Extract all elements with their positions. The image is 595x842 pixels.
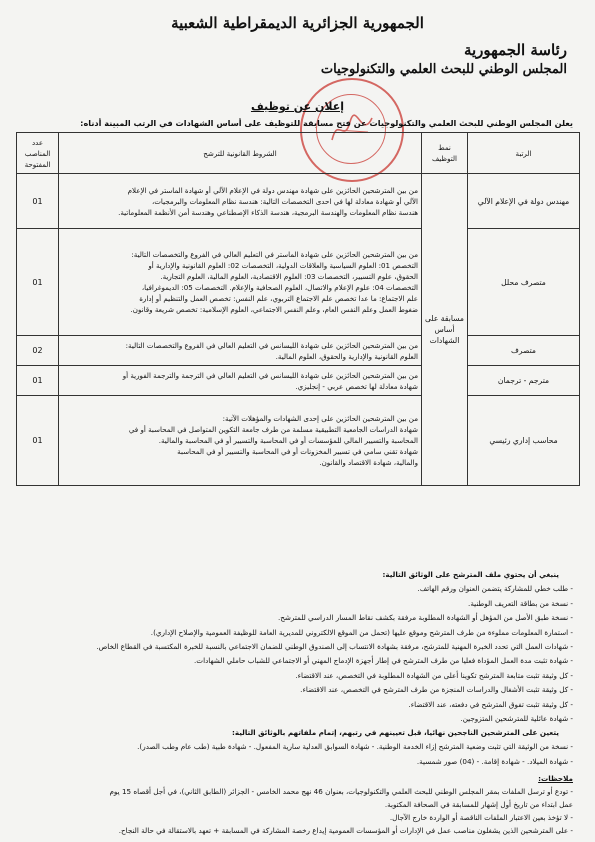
list-item: - نسخة من الوثيقة التي تثبت وضعية المترشح إزاء الخدمة الوطنية. - شهادة السوابق العدلية سارية المفعول. - شهادة طبية (طب عام وطب الصدر). (137, 742, 573, 752)
list-item: - نسخة من بطاقة التعريف الوطنية. (468, 598, 573, 608)
list-item: - طلب خطي للمشاركة يتضمن العنوان ورقم الهاتف. (417, 584, 573, 594)
council-label: المجلس الوطني للبحث العلمي والتكنولوجيات (320, 62, 567, 77)
republic-title: الجمهورية الجزائرية الديمقراطية الشعبية (171, 14, 424, 32)
rank-cell: متصرف (468, 336, 580, 366)
table-row (17, 336, 580, 366)
list-item: - شهادة عائلية للمترشحين المتزوجين. (460, 714, 573, 724)
file-requirements-heading: ينبغي أن يحتوي ملف المترشح على الوثائق التالية: (382, 570, 559, 579)
notes (16, 772, 573, 837)
positions-table (16, 132, 580, 486)
table-row (17, 174, 580, 229)
table-row (17, 366, 580, 396)
conditions-cell: من بين المترشحين الحائزين على إحدى الشهادات والمؤهلات الآتية: شهادة الدراسات الجامعية التطبيقية مسلمة من طرف جامعة التكوين المتواصل في المحاسبة أو في المحاسبة والتسيير المالي للمؤسسات أو في المحاسبة والتسيير أو في المحاسبة والمالية. شهادة تقني سامي في تسيير المخزونات أو في المحاسبة والتسيير أو في المحاسبة والمالية، شهادة الاقتصاد والقانون. (59, 396, 422, 486)
rank-cell: مترجم - ترجمان (468, 366, 580, 396)
rank-cell: مهندس دولة في الإعلام الآلي (468, 174, 580, 229)
count-cell: 02 (17, 336, 59, 366)
header-count: عدد المناصب المفتوحة (17, 133, 59, 174)
presidency-label: رئاسة الجمهورية (463, 41, 567, 59)
list-item: - كل وثيقة تثبت الأشغال والدراسات المنجزة من طرف المترشح في التخصص، عند الاقتضاء. (300, 685, 573, 695)
finalists-heading: يتعين على المترشحين الناجحين نهائيا، قبل تعيينهم في رتبهم، إتمام ملفاتهم بالوثائق التالية: (231, 728, 559, 737)
list-item: - على المترشحين الذين يشغلون مناصب عمل في الإدارات أو المؤسسات العمومية إيداع رخصة المشاركة في المسابقة + تعهد بالاستقالة في حالة النجاح. (118, 826, 573, 835)
announcement-intro: يعلن المجلس الوطني للبحث العلمي والتكنولوجيات عن فتح مسابقة للتوظيف على أساس الشهادات في الرتب المبينة أدناه: (80, 118, 573, 128)
list-item: - لا تؤخذ بعين الاعتبار الملفات الناقصة أو الواردة خارج الآجال. (389, 813, 573, 822)
issuing-authority (321, 40, 567, 80)
list-item: - شهادات العمل التي تحدد الخبرة المهنية للمترشح، مرفقة بشهادة الانتساب إلى الصندوق الوطني للضمان الاجتماعي بالنسبة للخبرة المكتسبة في القطاع الخاص. (96, 642, 573, 652)
list-item: - شهادة الميلاد. - شهادة إقامة. - (04) صور شمسية. (416, 756, 573, 766)
list-item: - شهادة تثبت مدة العمل المؤداة فعليا من طرف المترشح في إطار أجهزة الإدماج المهني أو الاجتماعي للشباب حاملي الشهادات. (194, 656, 573, 666)
finalists-requirements (16, 726, 573, 769)
list-item: - نسخة طبق الأصل من المؤهل أو الشهادة المطلوبة مرفقة بكشف نقاط المسار الدراسي للمترشح. (277, 613, 573, 623)
header-conditions: الشروط القانونية للترشح (59, 133, 422, 174)
header-mode: نمط التوظيف (422, 133, 468, 174)
rank-cell: متصرف محلل (468, 229, 580, 336)
table-row (17, 229, 580, 336)
announcement-title: إعلان عن توظيف (250, 100, 345, 113)
conditions-cell: من بين المترشحين الحائزين على شهادة مهندس دولة في الإعلام الآلي أو شهادة الماستر في الإعلام الآلي أو شهادة معادلة لها في احدى التخصصات التالية: هندسة نظام المعلومات والبرمجيات، هندسة نظام المعلومات والهندسة البرمجية، هندسة الذكاء الإصطناعي وهندسة أمن الأنظمة المعلوماتية. (59, 174, 422, 229)
notes-title: ملاحظات: (538, 774, 573, 783)
table-header-row (17, 133, 580, 174)
conditions-cell: من بين المترشحين الحائزين على شهادة الماستر في التعليم العالي في الفروع والتخصصات التالية: التخصص 01: العلوم السياسية والعلاقات الدولية، التخصصات 02: العلوم القانونية والإدارية أو الحقوق، علوم التسيير، التخصصات 03: العلوم الاقتصادية، العلوم المالية، العلوم التجارية. التخصصات 04: علوم الإعلام والاتصال، العلوم الصحافية والإعلام. التخصصات 05: الديموغرافيا، علم الاجتماع: ما عدا تخصص علم الاجتماع التربوي، علم النفس: تخصص العمل والتنظيم أو إدارة ضغوط العمل وعلم النفس العام، وعلم النفس الاجتماعي، العلوم الإسلامية: تخصص شريعة وقانون. (59, 229, 422, 336)
count-cell: 01 (17, 396, 59, 486)
header-rank: الرتبة (468, 133, 580, 174)
conditions-cell: من بين المترشحين الحائزين على شهادة الليسانس في التعليم العالي في الترجمة والترجمة الفورية أو شهادة معادلة لها تخصص عربي - إنجليزي. (59, 366, 422, 396)
count-cell: 01 (17, 366, 59, 396)
list-item: عمل ابتداء من تاريخ أول إشهار للمسابقة في الصحافة المكتوبة. (384, 800, 573, 809)
rank-cell: محاسب إداري رئيسي (468, 396, 580, 486)
count-cell: 01 (17, 229, 59, 336)
count-cell: 01 (17, 174, 59, 229)
file-requirements (16, 568, 573, 726)
recruitment-mode-cell: مسابقة على أساس الشهادات (422, 174, 468, 486)
list-item: - تودع أو ترسل الملفات بمقر المجلس الوطني للبحث العلمي والتكنولوجيات، بعنوان 46 نهج محمد الخامس - الجزائر (الطابق الثاني)، في أجل أقصاه 15 يوم (109, 787, 573, 796)
conditions-cell: من بين المترشحين الحائزين على شهادة الليسانس في التعليم العالي في الفروع والتخصصات التالية: العلوم القانونية والإدارية والحقوق، العلوم المالية. (59, 336, 422, 366)
list-item: - استمارة المعلومات مملوءة من طرف المترشح وموقع عليها (تحمل من الموقع الالكتروني للمديرية العامة للوظيفة العمومية والإصلاح الإداري). (150, 627, 573, 637)
list-item: - كل وثيقة تثبت تفوق المترشح في دفعته، عند الاقتضاء. (408, 699, 573, 709)
list-item: - كل وثيقة تثبت متابعة المترشح تكوينا أعلى من الشهادة المطلوبة في التخصص، عند الاقتضاء. (295, 670, 573, 680)
table-row (17, 396, 580, 486)
